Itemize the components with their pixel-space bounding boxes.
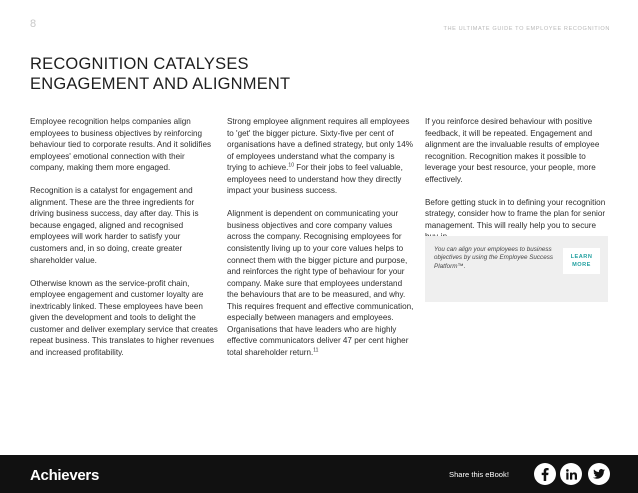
- learn-more-button[interactable]: [563, 248, 600, 274]
- twitter-icon[interactable]: [588, 463, 610, 485]
- body-column-1: [30, 116, 218, 370]
- footnote-ref: 10: [288, 162, 294, 169]
- body-column-2: [227, 116, 415, 370]
- footer-bar: [0, 455, 638, 493]
- paragraph-text: For their jobs to feel valuable, employees need to understand how they directly impact your business success.: [227, 163, 403, 196]
- linkedin-icon[interactable]: [560, 463, 582, 485]
- paragraph: If you reinforce desired behaviour with positive feedback, it will be repeated. Engagement and alignment are the invaluable results of employee recognition. Recognition makes it possible to leverage your best resource, your people, more effectively.: [425, 117, 600, 184]
- page-title-line-1: RECOGNITION CATALYSES: [30, 55, 249, 73]
- running-header: THE ULTIMATE GUIDE TO EMPLOYEE RECOGNITION: [443, 26, 610, 32]
- learn-more-label-line-2: MORE: [572, 262, 591, 268]
- page-number: 8: [30, 18, 37, 30]
- paragraph-text: Alignment is dependent on communicating your business objectives and core company values across the company. Recognising employees for consistently living up to your core values helps to connect them with the bigger picture and purpose, and reinforces the right type of behaviour for your company. Make sure that employees understand the behaviours that are to be measured, and why. This requires frequent and effective communication, especially between managers and employees. Organisations that have leaders who are highly effective communicators deliver 47 per cent higher total shareholder return.: [227, 209, 414, 357]
- paragraph: [227, 116, 415, 197]
- paragraph: Otherwise known as the service-profit chain, employee engagement and customer loyalty are inextricably linked. These employees have been given the development and tools to delight the customer and deliver exemplary service that creates repeat business. This translates to higher revenues and increased profitability.: [30, 278, 218, 357]
- body-column-3: [425, 116, 613, 254]
- callout-box: [425, 236, 608, 302]
- paragraph: [227, 208, 415, 358]
- facebook-icon[interactable]: [534, 463, 556, 485]
- paragraph: Recognition is a catalyst for engagement and alignment. These are the three ingredients for driving business success, day after day. This is because engaged, aligned and recognised employees will work harder to satisfy your customers and, in so doing, create greater shareholder value.: [30, 186, 199, 265]
- callout-text: You can align your employees to business objectives by using the Employee Success Platform™.: [434, 246, 554, 270]
- share-label: Share this eBook!: [449, 470, 509, 479]
- learn-more-label-line-1: LEARN: [570, 254, 593, 260]
- page-title-line-2: ENGAGEMENT AND ALIGNMENT: [30, 75, 291, 93]
- paragraph: Before getting stuck in to defining your recognition strategy, consider how to frame the plan for senior management. This will really help you to secure: [425, 197, 606, 230]
- paragraph-text: Strong employee alignment requires all employees to 'get' the bigger picture. Sixty-five per cent of organisations have a defined strategy, but only 14% of employees understand what the company is trying to achieve.: [227, 117, 413, 173]
- footnote-ref: 11: [313, 347, 319, 354]
- paragraph: Employee recognition helps companies align employees to business objectives by reinforcing behaviour tied to corporate results. And it solidifies employees' emotional connection with their company, making them more engaged.: [30, 117, 212, 173]
- achievers-logo[interactable]: Achievers: [30, 467, 100, 484]
- page-title: [30, 54, 430, 94]
